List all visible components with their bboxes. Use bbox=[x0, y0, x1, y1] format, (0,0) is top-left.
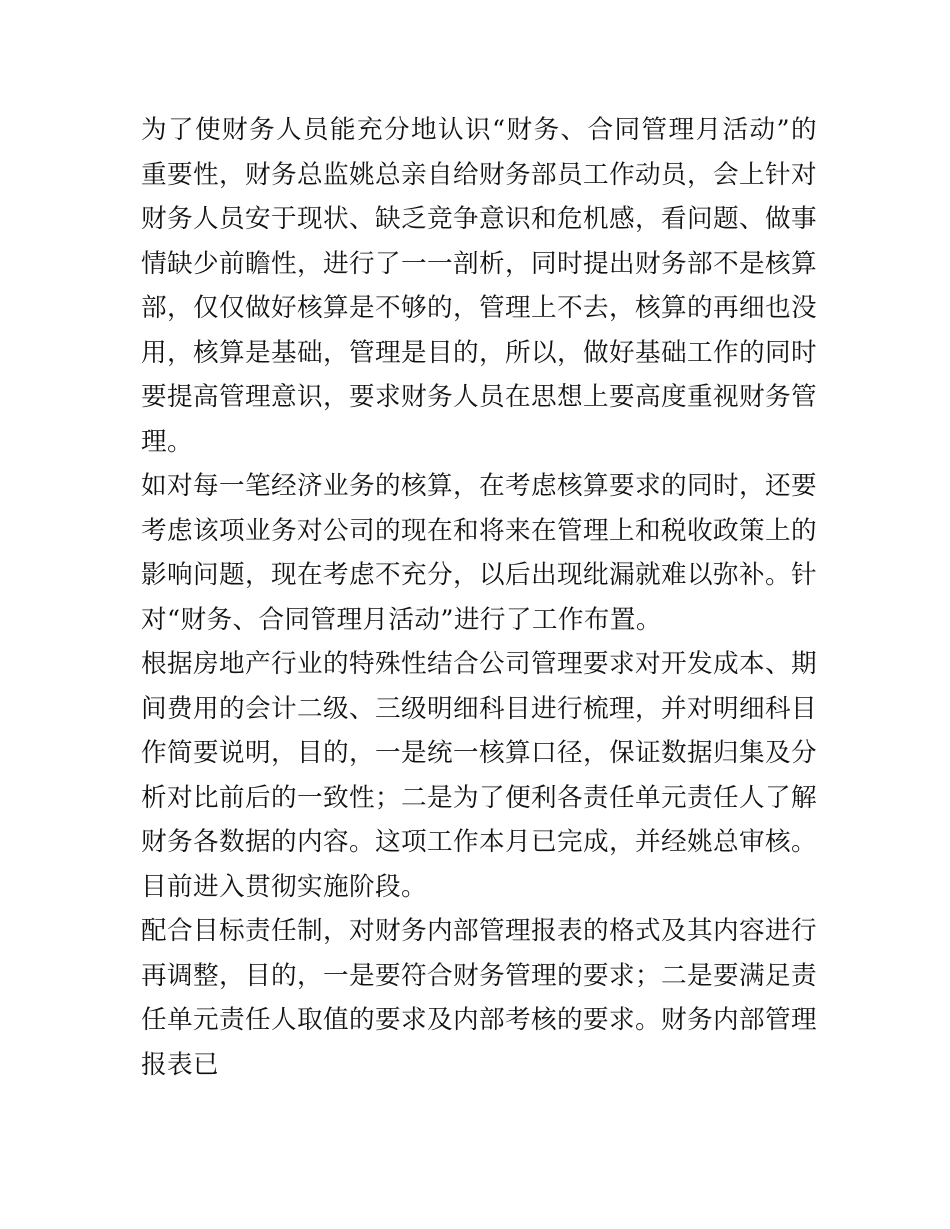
document-body bbox=[141, 108, 817, 1087]
paragraph-4: 配合目标责任制，对财务内部管理报表的格式及其内容进行再调整，目的，一是要符合财务管理的要求；二是要满足责任单元责任人取值的要求及内部考核的要求。财务内部管理报表已 bbox=[141, 916, 817, 1080]
paragraph-2: 如对每一笔经济业务的核算，在考虑核算要求的同时，还要考虑该项业务对公司的现在和将来在管理上和税收政策上的影响问题，现在考虑不充分，以后出现纰漏就难以弥补。针对“财务、合同管理月活动”进行了工作布置。 bbox=[141, 471, 817, 635]
paragraph-1: 为了使财务人员能充分地认识“财务、合同管理月活动”的重要性，财务总监姚总亲自给财务部员工作动员，会上针对财务人员安于现状、缺乏竞争意识和危机感，看问题、做事情缺少前瞻性，进行了一一剖析，同时提出财务部不是核算部，仅仅做好核算是不够的，管理上不去，核算的再细也没用，核算是基础，管理是目的，所以，做好基础工作的同时要提高管理意识，要求财务人员在思想上要高度重视财务管理。 bbox=[141, 115, 817, 457]
paragraph-3: 根据房地产行业的特殊性结合公司管理要求对开发成本、期间费用的会计二级、三级明细科目进行梳理，并对明细科目作简要说明，目的，一是统一核算口径，保证数据归集及分析对比前后的一致性；二是为了便利各责任单元责任人了解财务各数据的内容。这项工作本月已完成，并经姚总审核。目前进入贯彻实施阶段。 bbox=[141, 649, 817, 902]
